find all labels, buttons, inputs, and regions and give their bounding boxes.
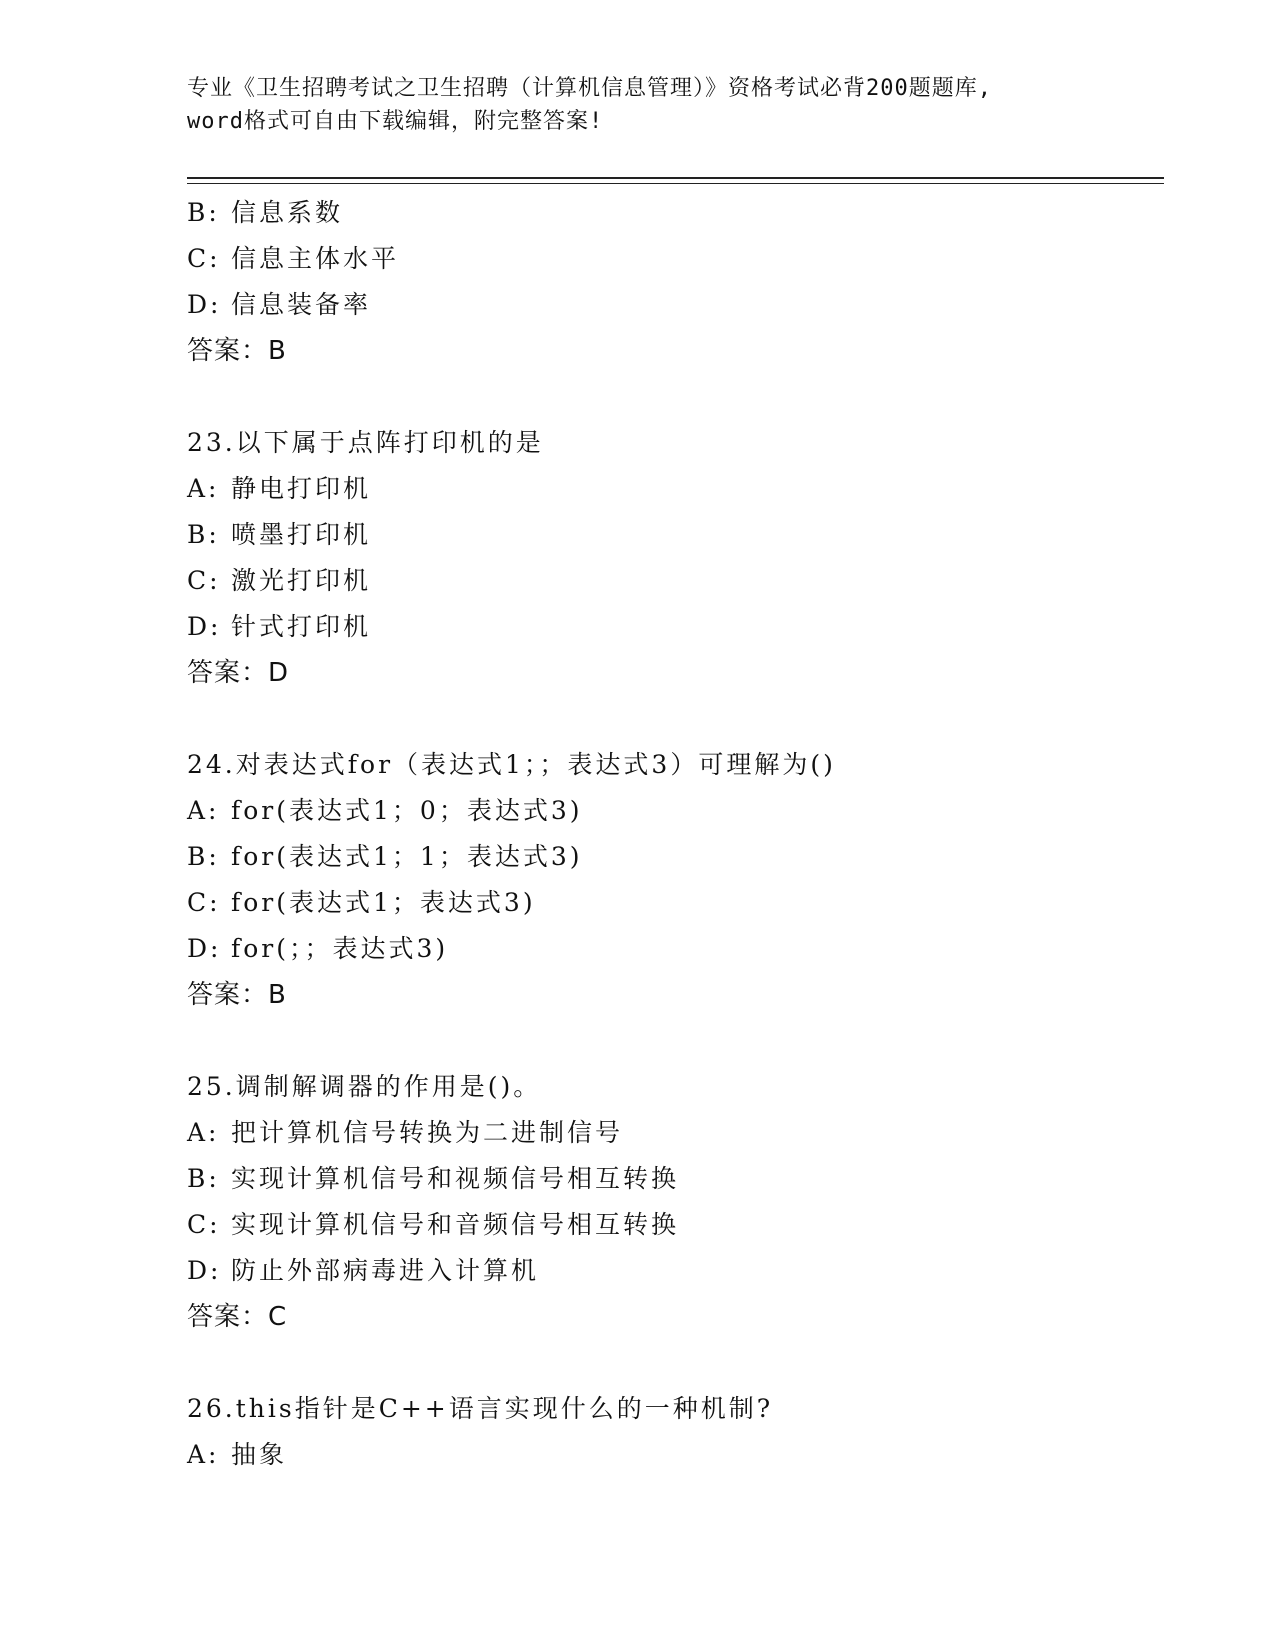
question-25 [187, 1064, 1167, 1340]
option-text: 针式打印机 [231, 612, 372, 641]
option-letter: C: [187, 244, 221, 273]
option-letter: C: [187, 566, 221, 595]
question-stem: 24.对表达式for（表达式1；；表达式3）可理解为() [187, 750, 836, 779]
option-text: for(表达式1；0；表达式3) [231, 796, 583, 825]
option-text: 激光打印机 [231, 566, 372, 595]
question-list [187, 190, 1167, 1478]
option-letter: B: [187, 1164, 220, 1193]
option-text: 喷墨打印机 [231, 520, 372, 549]
option-letter: C: [187, 1210, 221, 1239]
option-c [187, 236, 1167, 282]
question-stem: 23.以下属于点阵打印机的是 [187, 428, 544, 457]
option-text: for(表达式1；1；表达式3) [231, 842, 583, 871]
question-carry-over [187, 190, 1167, 374]
option-text: 静电打印机 [231, 474, 372, 503]
option-letter: B: [187, 842, 220, 871]
option-c [187, 558, 1167, 604]
option-b [187, 834, 1167, 880]
option-text: 信息主体水平 [231, 244, 400, 273]
header-rule-thin [187, 183, 1164, 184]
option-letter: A: [187, 796, 220, 825]
spacer [187, 374, 1167, 420]
option-c [187, 1202, 1167, 1248]
question-23 [187, 420, 1167, 696]
answer-line: 答案：D [187, 658, 290, 688]
question-stem: 25.调制解调器的作用是()。 [187, 1072, 542, 1101]
document-header [187, 72, 1087, 138]
option-d [187, 282, 1167, 328]
option-letter: A: [187, 1118, 220, 1147]
option-text: 把计算机信号转换为二进制信号 [231, 1118, 624, 1147]
option-letter: D: [187, 612, 222, 641]
answer-line: 答案：B [187, 980, 287, 1010]
option-letter: A: [187, 1440, 220, 1469]
option-text: for(表达式1；表达式3) [231, 888, 536, 917]
header-line-1: 专业《卫生招聘考试之卫生招聘（计算机信息管理）》资格考试必背200题题库, [187, 76, 992, 101]
option-c [187, 880, 1167, 926]
option-a [187, 788, 1167, 834]
option-text: 信息装备率 [231, 290, 372, 319]
option-text: 信息系数 [231, 198, 344, 227]
question-24 [187, 742, 1167, 1018]
spacer [187, 1018, 1167, 1064]
option-letter: B: [187, 520, 220, 549]
option-b [187, 190, 1167, 236]
option-letter: A: [187, 474, 220, 503]
option-letter: C: [187, 888, 221, 917]
option-b [187, 512, 1167, 558]
option-text: for(；；表达式3) [231, 934, 449, 963]
option-text: 抽象 [231, 1440, 288, 1469]
header-rule-thick [187, 177, 1164, 179]
option-d [187, 926, 1167, 972]
header-line-2: word格式可自由下载编辑，附完整答案! [187, 109, 604, 134]
answer-line: 答案：C [187, 1302, 288, 1332]
option-a [187, 1432, 1167, 1478]
option-d [187, 604, 1167, 650]
option-text: 实现计算机信号和音频信号相互转换 [231, 1210, 680, 1239]
option-letter: D: [187, 934, 222, 963]
spacer [187, 1340, 1167, 1386]
option-a [187, 466, 1167, 512]
option-d [187, 1248, 1167, 1294]
answer-line: 答案：B [187, 336, 287, 366]
question-26 [187, 1386, 1167, 1478]
option-text: 实现计算机信号和视频信号相互转换 [231, 1164, 680, 1193]
option-letter: D: [187, 290, 222, 319]
option-letter: D: [187, 1256, 222, 1285]
question-stem: 26.this指针是C++语言实现什么的一种机制? [187, 1394, 774, 1423]
option-b [187, 1156, 1167, 1202]
spacer [187, 696, 1167, 742]
option-letter: B: [187, 198, 220, 227]
option-a [187, 1110, 1167, 1156]
option-text: 防止外部病毒进入计算机 [231, 1256, 540, 1285]
